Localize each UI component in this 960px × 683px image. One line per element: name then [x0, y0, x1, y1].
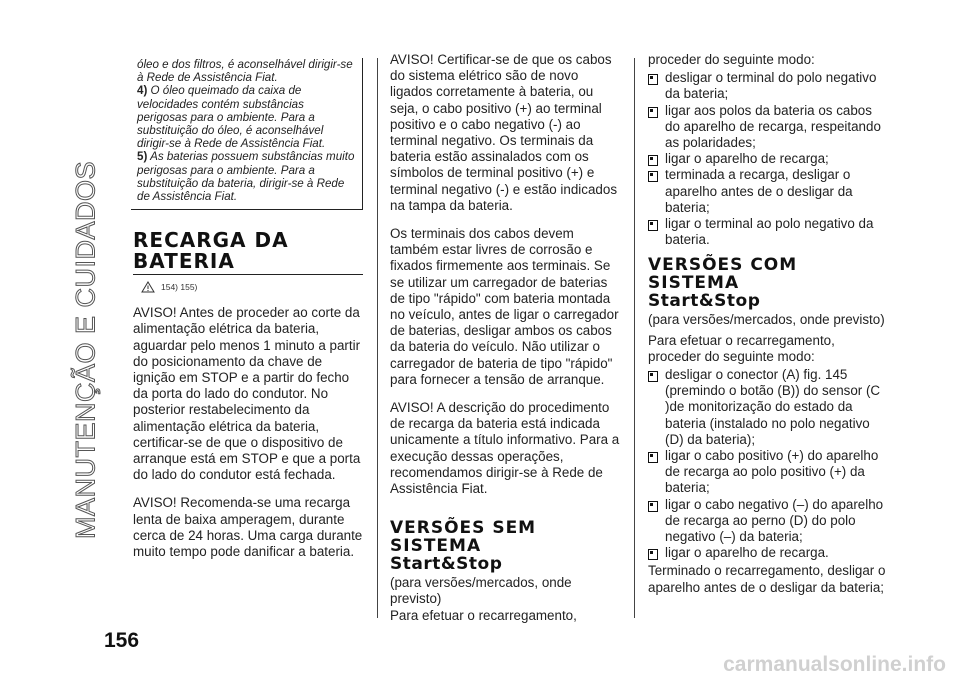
- section-heading-sem-sistema: VERSÕES SEM SISTEMA Start&Stop: [390, 518, 537, 575]
- paragraph: AVISO! Recomenda-se uma recarga lenta de baixa amperagem, durante cerca de 24 horas. Uma carga durante muito tempo pode danificar a bateria.: [133, 495, 363, 560]
- paragraph: Os terminais dos cabos devem também estar livres de corrosão e fixados firmemente aos terminais. Se se utilizar um carregador de baterias de tipo "rápido" com bateria montada no veículo, antes de ligar o carregador de baterias, desligar ambos os cabos da bateria do veículo. Não utilizar o carregador de bateria de tipo "rápido" para fornecer a tensão de arranque.: [390, 226, 619, 387]
- notes-box: [131, 58, 363, 210]
- column-divider: [634, 58, 635, 618]
- bullet-list: [648, 70, 888, 248]
- bullet-icon: [648, 371, 658, 382]
- bullet-icon: [648, 107, 658, 118]
- note: óleo e dos filtros, é aconselhável dirigir-se à Rede de Assistência Fiat.: [137, 58, 353, 85]
- paragraph: Para efetuar o recarregamento, proceder do seguinte modo:: [648, 332, 835, 364]
- bullet-icon: [648, 549, 658, 560]
- paragraph: (para versões/mercados, onde previsto): [390, 575, 572, 607]
- list-item: terminada a recarga, desligar o aparelho antes de o desligar da bateria;: [648, 167, 888, 216]
- bullet-icon: [648, 74, 658, 85]
- page-number: 156: [104, 629, 140, 652]
- list-item: ligar o aparelho de recarga.: [648, 545, 888, 561]
- bullet-icon: [648, 171, 658, 182]
- column-3: [648, 52, 888, 608]
- list-item: ligar o cabo positivo (+) do aparelho de recarga ao polo positivo (+) da bateria;: [648, 448, 888, 497]
- paragraph: Para efetuar o recarregamento,: [390, 607, 577, 623]
- list-item: ligar aos polos da bateria os cabos do aparelho de recarga, respeitando as polaridades;: [648, 103, 888, 152]
- warning-references: 154) 155): [141, 281, 363, 293]
- list-item: desligar o conector (A) fig. 145 (premindo o botão (B)) do sensor (C )de monitorização do estado da bateria (instalado no polo negativo (D) da bateria);: [648, 367, 888, 448]
- section-side-title: MANUTENÇÃO E CUIDADOS: [70, 160, 101, 540]
- bullet-icon: [648, 452, 658, 463]
- bullet-icon: [648, 155, 658, 166]
- paragraph: AVISO! A descrição do procedimento de recarga da bateria está indicada unicamente a título informativo. Para a execução dessas operações, recomendamos dirigir-se à Rede de Assistência Fiat.: [390, 400, 620, 497]
- warning-triangle-icon: [141, 281, 155, 293]
- paragraph: Terminado o recarregamento, desligar o aparelho antes de o desligar da bateria;: [648, 563, 886, 595]
- paragraph: proceder do seguinte modo:: [648, 52, 815, 67]
- bullet-icon: [648, 220, 658, 231]
- list-item: ligar o cabo negativo (–) do aparelho de recarga ao perno (D) do polo negativo (–) da bateria;: [648, 497, 888, 546]
- bullet-icon: [648, 501, 658, 512]
- list-item: desligar o terminal do polo negativo da bateria;: [648, 70, 888, 102]
- paragraph: AVISO! Certificar-se de que os cabos do sistema elétrico são de novo ligados corretamente à bateria, ou seja, o cabo positivo (+) ao terminal positivo e o cabo negativo (-) ao terminal negativo. Os terminais da bateria estão assinalados com os símbolos de terminal positivo (+) e terminal negativo (-) e estão indicados na tampa da bateria.: [390, 52, 618, 213]
- list-item: ligar o terminal ao polo negativo da bateria.: [648, 216, 888, 248]
- heading-rule: [133, 274, 363, 275]
- bullet-list: [648, 367, 888, 561]
- paragraph: AVISO! Antes de proceder ao corte da alimentação elétrica da bateria, aguardar pelo menos 1 minuto a partir do posicionamento da chave de ignição em STOP e a partir do fecho da porta do lado do condutor. No posterior restabelecimento da alimentação elétrica da bateria, certificar-se de que o dispositivo de arranque está em STOP e que a porta do lado do condutor está fechada.: [133, 305, 361, 483]
- column-1: [133, 58, 363, 572]
- section-heading-recarga: RECARGA DA BATERIA: [133, 228, 289, 274]
- list-item: ligar o aparelho de recarga;: [648, 151, 888, 167]
- paragraph: (para versões/mercados, onde previsto): [648, 312, 885, 328]
- column-divider: [377, 58, 378, 618]
- section-heading-com-sistema: VERSÕES COM SISTEMA Start&Stop: [648, 255, 798, 312]
- watermark: carmanualsonline.info: [723, 653, 946, 676]
- note: 4) O óleo queimado da caixa de velocidades contém substâncias perigosas para o ambiente. Para a substituição do óleo, é aconselhável dirigir-se à Rede de Assistência Fiat.: [137, 84, 326, 151]
- note: 5) As baterias possuem substâncias muito perigosas para o ambiente. Para a substituição da bateria, dirigir-se à Rede de Assistência Fiat.: [137, 150, 355, 204]
- column-2: [390, 52, 620, 636]
